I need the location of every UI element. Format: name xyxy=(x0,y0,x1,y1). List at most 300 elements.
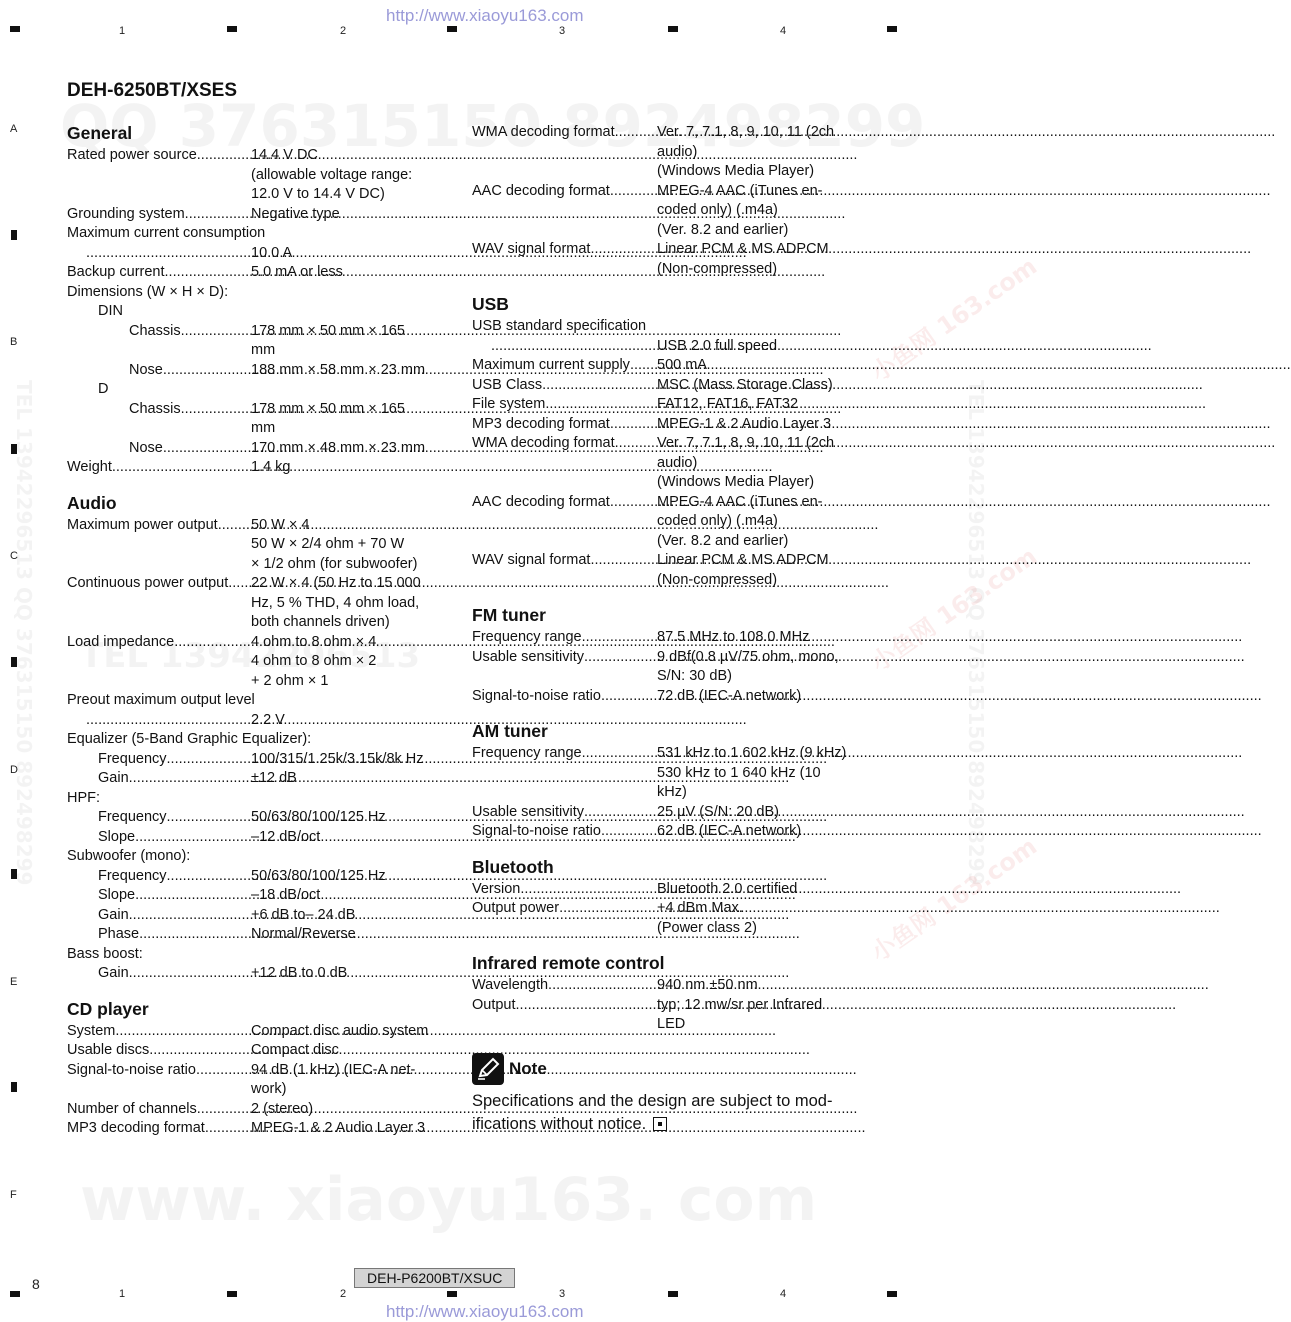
spec-label xyxy=(67,185,249,205)
spec-row xyxy=(67,1119,437,1139)
column-number: 3 xyxy=(559,1288,566,1300)
spec-row xyxy=(472,221,857,241)
spec-label xyxy=(67,711,249,731)
spec-label xyxy=(67,613,249,633)
spec-label xyxy=(67,906,249,926)
border-mark xyxy=(227,26,237,32)
spec-label xyxy=(472,454,655,474)
spec-label-text: Nose xyxy=(129,439,163,456)
spec-row xyxy=(67,439,437,459)
spec-value: MPEG-1 & 2 Audio Layer 3 xyxy=(657,415,832,432)
spec-row xyxy=(67,574,437,594)
dot-leader xyxy=(630,356,1291,376)
spec-value: 178 mm × 50 mm × 165 xyxy=(251,400,405,417)
spec-label xyxy=(67,555,249,575)
spec-row xyxy=(472,337,857,357)
dot-leader xyxy=(548,976,1209,996)
spec-row xyxy=(472,1015,857,1035)
spec-value: 100/315/1.25k/3.15k/8k Hz xyxy=(251,750,424,767)
spec-row xyxy=(472,783,857,803)
spec-value: 531 kHz to 1 602 kHz (9 kHz) xyxy=(657,745,847,761)
spec-label xyxy=(472,803,655,823)
row-letter: C xyxy=(10,550,18,562)
section-heading: Infrared remote control xyxy=(472,953,665,973)
border-mark xyxy=(668,26,678,32)
spec-label-text: Signal-to-noise ratio xyxy=(472,687,601,704)
spec-row xyxy=(472,551,857,571)
spec-label-text: Maximum power output xyxy=(67,516,218,533)
spec-row xyxy=(472,976,857,996)
spec-label-text: WAV signal format xyxy=(472,241,591,257)
spec-value: 1.4 kg xyxy=(251,459,291,475)
spec-subheading: USB standard specification xyxy=(472,318,647,334)
spec-label xyxy=(472,648,655,668)
spec-row xyxy=(472,919,857,939)
spec-row xyxy=(67,244,437,264)
spec-value: (Windows Media Player) xyxy=(657,474,815,490)
spec-value: Negative type xyxy=(251,205,340,222)
spec-label-text: WMA decoding format xyxy=(472,435,615,451)
spec-label xyxy=(67,419,249,439)
spec-row xyxy=(67,419,437,439)
spec-row xyxy=(67,672,437,692)
page-title: DEH-6250BT/XSES xyxy=(67,80,238,101)
spec-label xyxy=(67,1022,249,1042)
spec-value: both channels driven) xyxy=(251,614,390,630)
corner-mark xyxy=(887,1291,897,1297)
spec-label xyxy=(472,356,655,376)
spec-label xyxy=(67,574,249,594)
spec-subheading: Preout maximum output level xyxy=(67,692,255,708)
spec-label-text: Load impedance xyxy=(67,633,175,650)
spec-label xyxy=(67,1080,249,1100)
spec-value: audio) xyxy=(657,143,698,160)
spec-value: –18 dB/oct xyxy=(251,887,321,903)
spec-value: Compact disc xyxy=(251,1042,339,1058)
spec-label xyxy=(67,146,249,166)
spec-value: (Ver. 8.2 and earlier) xyxy=(657,221,789,238)
spec-row xyxy=(67,633,437,653)
spec-value: 530 kHz to 1 640 kHz (10 xyxy=(657,764,821,781)
spec-value: 94 dB (1 kHz) (IEC-A net- xyxy=(251,1061,416,1078)
spec-value: +4 dBm Max. xyxy=(657,900,743,916)
spec-value: 50 W × 4 xyxy=(251,516,310,533)
spec-label-text: Frequency range xyxy=(472,629,582,645)
spec-row xyxy=(67,769,437,789)
spec-value: mm xyxy=(251,342,276,358)
spec-row xyxy=(67,1061,437,1081)
spec-value: LED xyxy=(657,1016,686,1032)
spec-label-text: Grounding system xyxy=(67,205,185,222)
corner-mark xyxy=(10,26,20,32)
section-heading: Audio xyxy=(67,492,117,513)
spec-row xyxy=(472,454,857,474)
border-mark xyxy=(668,1291,678,1297)
spec-value: Hz, 5 % THD, 4 ohm load, xyxy=(251,594,420,611)
pencil-icon xyxy=(472,1053,504,1085)
spec-label xyxy=(67,672,249,692)
spec-value: 50 W × 2/4 ohm + 70 W xyxy=(251,536,405,552)
spec-row xyxy=(67,516,437,536)
spec-value: coded only) (.m4a) xyxy=(657,202,778,218)
spec-label-text: Usable sensitivity xyxy=(472,648,585,665)
spec-row xyxy=(472,628,857,648)
spec-label xyxy=(472,162,655,182)
spec-label xyxy=(67,1061,249,1081)
row-letter: D xyxy=(10,764,18,776)
spec-value: 25 µV (S/N: 20 dB) xyxy=(657,803,779,820)
spec-label xyxy=(67,244,249,264)
spec-value: 9 dBf(0.8 µV/75 ohm, mono, xyxy=(657,648,839,665)
spec-value: 4 ohm to 8 ohm × 4 xyxy=(251,633,377,650)
spec-value: mm xyxy=(251,420,276,436)
spec-value: (allowable voltage range: xyxy=(251,166,413,183)
spec-label-text: WAV signal format xyxy=(472,552,591,568)
spec-value: Compact disc audio system xyxy=(251,1022,429,1039)
spec-row xyxy=(67,322,437,342)
spec-label xyxy=(472,182,655,202)
spec-subheading: Subwoofer (mono): xyxy=(67,848,191,864)
spec-label xyxy=(472,996,655,1016)
spec-label xyxy=(67,964,249,984)
spec-value: kHz) xyxy=(657,784,687,800)
spec-label-text: Wavelength xyxy=(472,977,549,993)
spec-row xyxy=(472,899,857,919)
spec-value: 170 mm × 48 mm × 23 mm xyxy=(251,439,426,456)
spec-row xyxy=(472,415,857,435)
watermark-side-left xyxy=(12,380,36,885)
spec-subheading: D xyxy=(98,381,109,397)
spec-row xyxy=(67,205,437,225)
spec-row xyxy=(472,434,857,454)
spec-label-text: Backup current xyxy=(67,264,165,280)
spec-label-text: Weight xyxy=(67,459,112,475)
row-letter: A xyxy=(10,123,18,135)
top-url[interactable]: http://www.xiaoyu163.com xyxy=(386,6,584,25)
spec-row xyxy=(472,162,857,182)
spec-label xyxy=(472,123,655,143)
spec-row xyxy=(472,395,857,415)
column-number: 1 xyxy=(119,25,126,37)
spec-value: 50/63/80/100/125 Hz xyxy=(251,809,386,825)
spec-value: Linear PCM & MS ADPCM xyxy=(657,552,829,568)
spec-value: 940 nm ±50 nm xyxy=(657,977,758,993)
spec-label xyxy=(472,1015,655,1035)
spec-value: 4 ohm to 8 ohm × 2 xyxy=(251,653,377,669)
row-letter: E xyxy=(10,976,18,988)
spec-row xyxy=(472,260,857,280)
end-mark-icon xyxy=(653,1117,667,1131)
spec-row xyxy=(67,361,437,381)
spec-label xyxy=(67,652,249,672)
spec-row xyxy=(67,652,437,672)
spec-value: –12 dB/oct xyxy=(251,828,321,845)
spec-value: Ver. 7, 7.1, 8, 9, 10, 11 (2ch xyxy=(657,124,835,140)
spec-subheading: HPF: xyxy=(67,789,101,806)
spec-value: Bluetooth 2.0 certified xyxy=(657,880,798,897)
dot-leader xyxy=(516,996,1177,1016)
spec-row xyxy=(472,123,857,143)
spec-row xyxy=(67,535,437,555)
spec-row xyxy=(67,263,437,283)
spec-value: 62 dB (IEC-A network) xyxy=(657,823,802,839)
spec-row xyxy=(472,356,857,376)
spec-row xyxy=(472,764,857,784)
spec-label xyxy=(67,1100,249,1120)
spec-label xyxy=(472,512,655,532)
spec-value: 50/63/80/100/125 Hz xyxy=(251,867,386,884)
spec-label xyxy=(472,880,655,900)
spec-label xyxy=(472,551,655,571)
column-number: 4 xyxy=(780,1288,787,1300)
spec-label xyxy=(472,395,655,415)
spec-value: audio) xyxy=(657,454,698,471)
spec-row xyxy=(472,512,857,532)
spec-label xyxy=(67,166,249,186)
spec-row xyxy=(472,803,857,823)
spec-label-text xyxy=(67,244,86,264)
spec-label-text xyxy=(67,711,86,731)
spec-label-text: Signal-to-noise ratio xyxy=(472,823,601,839)
corner-mark xyxy=(887,26,897,32)
spec-label xyxy=(472,201,655,221)
spec-label xyxy=(472,783,655,803)
spec-row xyxy=(472,473,857,493)
spec-label-text: Usable sensitivity xyxy=(472,803,585,820)
spec-label xyxy=(472,687,655,707)
spec-label xyxy=(67,400,249,420)
spec-label-text: Number of channels xyxy=(67,1100,197,1117)
row-letter: B xyxy=(10,336,18,348)
spec-value: work) xyxy=(251,1081,287,1097)
spec-row xyxy=(67,594,437,614)
spec-value: 2.2 V xyxy=(251,711,285,728)
spec-label xyxy=(472,822,655,842)
column-number: 2 xyxy=(340,1288,347,1300)
spec-label xyxy=(67,458,249,478)
spec-subheading: DIN xyxy=(98,303,123,319)
spec-label xyxy=(472,571,655,591)
spec-value: Normal/Reverse xyxy=(251,926,356,942)
spec-label-text: System xyxy=(67,1022,116,1039)
column-number: 2 xyxy=(340,25,347,37)
spec-row xyxy=(472,493,857,513)
spec-row xyxy=(67,828,437,848)
section-heading: AM tuner xyxy=(472,721,548,741)
spec-label-text: Gain xyxy=(98,770,129,786)
spec-value: 500 mA xyxy=(657,357,707,373)
spec-value: S/N: 30 dB) xyxy=(657,668,732,684)
spec-label-text: WMA decoding format xyxy=(472,124,615,140)
spec-value: +6 dB to– 24 dB xyxy=(251,906,356,923)
spec-value: MPEG-4 AAC (iTunes en- xyxy=(657,493,823,510)
row-letter: F xyxy=(10,1189,17,1201)
spec-label xyxy=(67,361,249,381)
spec-label xyxy=(67,886,249,906)
spec-row xyxy=(67,964,437,984)
section-heading: FM tuner xyxy=(472,605,546,625)
spec-row xyxy=(472,880,857,900)
spec-label xyxy=(472,976,655,996)
spec-value: 188 mm × 58 mm × 23 mm xyxy=(251,361,426,378)
corner-mark xyxy=(10,1291,20,1297)
spec-label-text: Phase xyxy=(98,926,140,942)
spec-value: Linear PCM & MS ADPCM xyxy=(657,241,829,257)
spec-label xyxy=(67,633,249,653)
spec-label xyxy=(67,516,249,536)
column-number: 3 xyxy=(559,25,566,37)
spec-label xyxy=(472,493,655,513)
spec-label xyxy=(67,263,249,283)
spec-value: USB 2.0 full speed xyxy=(657,337,778,354)
spec-label xyxy=(67,750,249,770)
spec-value: typ; 12 mw/sr per Infrared xyxy=(657,996,823,1013)
spec-label-text xyxy=(472,337,491,357)
spec-label-text: Gain xyxy=(98,906,129,923)
spec-label xyxy=(67,867,249,887)
note-text xyxy=(472,1090,857,1136)
spec-value: 10.0 A xyxy=(251,244,293,261)
spec-label-text: AAC decoding format xyxy=(472,182,610,199)
spec-label-text: Output xyxy=(472,996,516,1013)
section-heading: General xyxy=(67,123,133,143)
spec-subheading: Equalizer (5-Band Graphic Equalizer): xyxy=(67,731,312,747)
spec-value: + 2 ohm × 1 xyxy=(251,672,329,689)
spec-label xyxy=(67,205,249,225)
spec-label xyxy=(67,925,249,945)
spec-row xyxy=(67,458,437,478)
spec-value: (Ver. 8.2 and earlier) xyxy=(657,532,789,549)
spec-label xyxy=(472,221,655,241)
spec-label xyxy=(472,240,655,260)
spec-label-text: Signal-to-noise ratio xyxy=(67,1061,196,1078)
spec-label xyxy=(472,919,655,939)
spec-label-text: Frequency xyxy=(98,809,167,825)
spec-value: MSC (Mass Storage Class) xyxy=(657,376,833,393)
spec-row xyxy=(67,750,437,770)
dot-leader xyxy=(520,880,1181,900)
spec-label-text: Nose xyxy=(129,361,163,378)
spec-value: Ver. 7, 7.1, 8, 9, 10, 11 (2ch xyxy=(657,435,835,451)
spec-label-text: Rated power source xyxy=(67,147,197,163)
spec-row xyxy=(472,744,857,764)
spec-value: (Non-compressed) xyxy=(657,571,778,588)
spec-label-text: Slope xyxy=(98,828,136,845)
spec-row xyxy=(67,613,437,633)
spec-value: FAT12, FAT16, FAT32 xyxy=(657,396,799,412)
watermark-site xyxy=(80,1165,817,1235)
spec-label xyxy=(472,667,655,687)
bottom-url[interactable]: http://www.xiaoyu163.com xyxy=(386,1302,584,1321)
spec-row xyxy=(472,571,857,591)
spec-label xyxy=(67,594,249,614)
note-header xyxy=(472,1053,857,1085)
footer-model-label: DEH-P6200BT/XSUC xyxy=(354,1268,515,1288)
spec-label-text: Frequency xyxy=(98,867,167,884)
spec-label-text: Gain xyxy=(98,965,129,981)
spec-row xyxy=(67,1080,437,1100)
spec-value: MPEG-4 AAC (iTunes en- xyxy=(657,182,823,199)
column-number: 1 xyxy=(119,1288,126,1300)
spec-label xyxy=(472,143,655,163)
spec-label xyxy=(472,764,655,784)
spec-label-text: MP3 decoding format xyxy=(67,1120,205,1136)
spec-label-text: File system xyxy=(472,396,546,412)
spec-row xyxy=(472,376,857,396)
spec-label xyxy=(472,899,655,919)
spec-row xyxy=(472,667,857,687)
spec-value: +12 dB to 0 dB xyxy=(251,965,348,981)
spec-value: × 1/2 ohm (for subwoofer) xyxy=(251,555,418,572)
spec-row xyxy=(67,166,437,186)
spec-value: 72 dB (IEC-A network) xyxy=(657,687,802,704)
spec-label-text: Frequency xyxy=(98,750,167,767)
border-mark xyxy=(11,1082,17,1092)
spec-row xyxy=(472,201,857,221)
spec-label xyxy=(67,828,249,848)
spec-row xyxy=(67,400,437,420)
spec-row xyxy=(472,822,857,842)
spec-row xyxy=(472,182,857,202)
spec-label xyxy=(67,1041,249,1061)
spec-label-text: Frequency range xyxy=(472,745,582,761)
border-mark xyxy=(227,1291,237,1297)
spec-row xyxy=(67,906,437,926)
spec-label xyxy=(67,341,249,361)
spec-label-text: Slope xyxy=(98,887,136,903)
spec-row xyxy=(67,711,437,731)
spec-row xyxy=(67,867,437,887)
spec-label xyxy=(67,808,249,828)
column-number: 4 xyxy=(780,25,787,37)
spec-value: MPEG-1 & 2 Audio Layer 3 xyxy=(251,1120,426,1136)
border-mark xyxy=(447,1291,457,1297)
spec-row xyxy=(67,886,437,906)
spec-row xyxy=(67,1022,437,1042)
watermark-stamp: 小鱼网 163.com xyxy=(866,252,1043,388)
spec-value: coded only) (.m4a) xyxy=(657,513,778,529)
spec-label xyxy=(67,769,249,789)
spec-value: 2 (stereo) xyxy=(251,1100,314,1117)
spec-subheading: Maximum current consumption xyxy=(67,225,266,241)
section-heading: Bluetooth xyxy=(472,856,554,877)
spec-value: 22 W × 4 (50 Hz to 15 000 xyxy=(251,575,421,591)
spec-row xyxy=(67,146,437,166)
watermark-stamp: 小鱼网 163.com xyxy=(866,832,1043,968)
spec-row xyxy=(472,240,857,260)
spec-label-text: Maximum current supply xyxy=(472,357,630,373)
spec-label xyxy=(472,473,655,493)
spec-value: 87.5 MHz to 108.0 MHz xyxy=(657,629,810,645)
spec-row xyxy=(472,648,857,668)
spec-label xyxy=(472,260,655,280)
spec-value: 5.0 mA or less xyxy=(251,264,343,280)
spec-label-text: Chassis xyxy=(129,400,181,417)
spec-label-text: USB Class xyxy=(472,376,543,393)
dot-leader xyxy=(491,337,1152,357)
watermark-stamp: 小鱼网 163.com xyxy=(866,542,1043,678)
spec-label xyxy=(472,434,655,454)
spec-subheading: Bass boost: xyxy=(67,945,143,962)
spec-value: 178 mm × 50 mm × 165 xyxy=(251,322,405,339)
spec-label xyxy=(472,376,655,396)
spec-row xyxy=(472,143,857,163)
spec-row xyxy=(67,185,437,205)
note-title: Note xyxy=(509,1058,547,1078)
spec-label xyxy=(67,535,249,555)
spec-label-text: Output power xyxy=(472,900,560,916)
spec-value: 14.4 V DC xyxy=(251,147,318,163)
